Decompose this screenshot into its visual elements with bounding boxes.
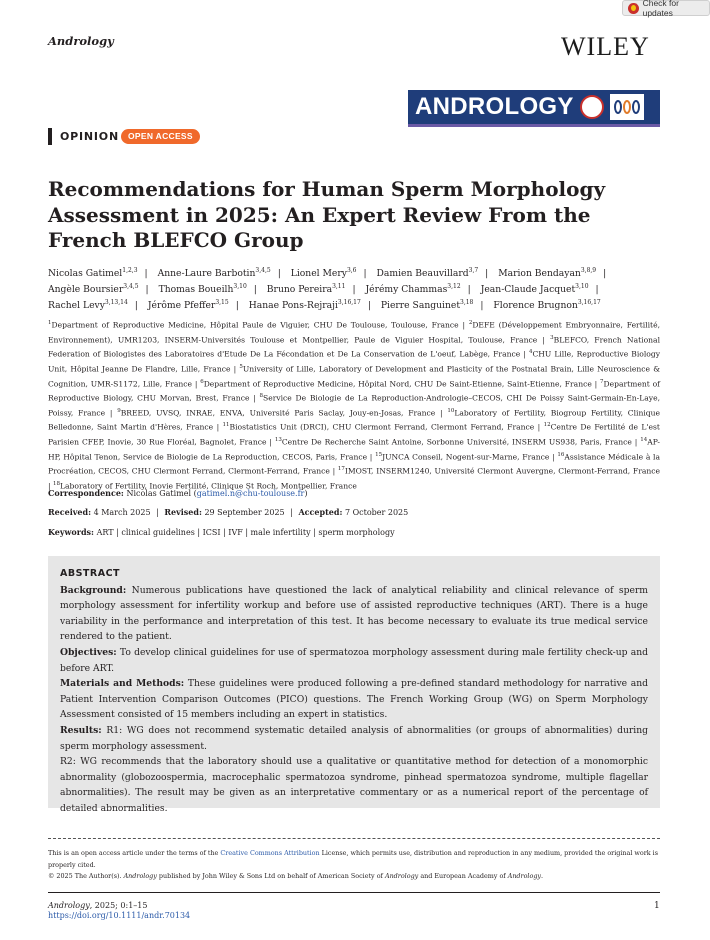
author (481, 284, 589, 295)
affiliation-separator: | (549, 452, 558, 462)
affiliation-number: 9 (117, 407, 121, 414)
footer-journal: Andrology (48, 901, 90, 910)
author-affiliation-refs: 3,15 (215, 299, 229, 307)
author (365, 284, 460, 295)
copyright-mid-2: and European Academy of (418, 872, 508, 880)
abstract-section (60, 645, 648, 676)
keywords-text: ART | clinical guidelines | ICSI | IVF | male infertility | sperm morphology (96, 528, 395, 537)
author-name: Rachel Levy (48, 300, 105, 312)
affiliation-number: 12 (543, 422, 551, 429)
affiliation-number: 3 (550, 334, 554, 341)
affiliation-list (48, 317, 660, 493)
affiliation-number: 11 (222, 422, 230, 429)
author-separator: | (367, 300, 371, 312)
affiliation-separator: | (591, 379, 601, 389)
affiliation-text: JUNCA Conseil, Nogent-sur-Marne, France (382, 452, 550, 462)
correspondence-label: Correspondence: (48, 488, 124, 498)
author-name: Hanae Pons-Rejraji (248, 300, 338, 312)
author-name: Angèle Boursier (48, 284, 124, 296)
abstract-heading: ABSTRACT (60, 568, 121, 579)
author-name: Pierre Sanguinet (380, 300, 461, 312)
author-affiliation-refs: 3,16,17 (577, 299, 601, 307)
affiliation-text: Department of Reproductive Biology, CHU Morvan, Brest, France (48, 379, 660, 403)
open-access-badge: OPEN ACCESS (121, 129, 200, 144)
author (159, 284, 247, 295)
affiliation-text: Biostatistics Unit (DRCI), CHU Clermont Ferrand, Clermont Ferrand, France (229, 422, 535, 432)
affiliation-number: 5 (239, 363, 243, 370)
author-separator: | (235, 300, 239, 312)
author-name: Jérémy Chammas (365, 284, 448, 296)
correspondence-email-link[interactable]: gatimel.n@chu-toulouse.fr (196, 489, 305, 498)
author-affiliation-refs: 3,4,5 (255, 267, 271, 274)
abstract-section-text: To develop clinical guidelines for use of spermatozoa morphology assessment during male fertility check-up and before ART. (60, 646, 648, 674)
affiliation-text: Department of Reproductive Medicine, Hôpital Nord, CHU De Saint-Etienne, Saint-Etienne, France (203, 379, 592, 389)
author-affiliation-refs: 3,4,5 (123, 283, 139, 291)
affiliation-text: Centre De Recherche Saint Antoine, Sorbonne Université, INSERM US938, Paris, France (281, 437, 632, 447)
author-name: Florence Brugnon (493, 300, 578, 312)
abstract-section-text: R1: WG does not recommend systematic detailed analysis of abnormalities (or groups of abnormalities) during sperm morphology assessment. (60, 724, 648, 752)
correspondence-name: Nicolas Gatimel (126, 489, 192, 498)
author-separator: | (352, 284, 356, 296)
abstract-section (60, 723, 648, 754)
copyright-line (48, 871, 660, 883)
correspondence: Correspondence: Nicolas Gatimel (gatimel.n@chu-toulouse.fr) (48, 488, 308, 498)
affiliation-number: 18 (52, 480, 60, 487)
copyright-journal-1: Andrology (123, 872, 157, 880)
copyright-journal-2: Andrology (384, 872, 419, 880)
affiliation-text: Laboratory of Fertility, Inovie Fertilité, Clinique St Roch, Montpellier, France (59, 481, 357, 491)
abstract-section-label: Background: (60, 584, 127, 596)
affiliation-number: 6 (200, 378, 204, 385)
affiliation-separator: | (249, 393, 260, 403)
society-logo-icon (580, 95, 604, 119)
copyright-pre: © 2025 The Author(s). (48, 872, 124, 880)
author-name: Marion Bendayan (498, 268, 581, 280)
author (48, 300, 128, 311)
revised-label: Revised: (164, 507, 202, 517)
revised-date: 29 September 2025 (204, 508, 285, 517)
footer-volume: , 2025; 0:1–15 (89, 901, 148, 910)
affiliation-number: 2 (468, 320, 473, 326)
license-text-pre: This is an open access article under the terms of the (48, 849, 221, 857)
article-type: OPINION (60, 130, 119, 143)
abstract-section-text: Numerous publications have questioned the lack of analytical reliability and clinical relevance of sperm morphology assessment for infertility workup and before use of assisted reproductive techniques (ART). There is a huge variability in the performance and interpretation of this test. It has become necessary to evaluate its true medical service rendered to the patient. (60, 584, 648, 643)
affiliation-number: 8 (259, 393, 263, 400)
keywords-label: Keywords: (48, 527, 95, 537)
received-date: 4 March 2025 (93, 508, 151, 517)
abstract-section-label: Objectives: (60, 646, 117, 658)
affiliation-number: 13 (274, 437, 282, 443)
affiliation-text: IMOST, INSERM1240, Université Clermont Auvergne, Clermont-Ferrand, France (344, 466, 660, 476)
affiliation-text: Department of Reproductive Medicine, Hôpital Paule de Viguier, CHU De Toulouse, Toulouse, France (51, 320, 459, 330)
affiliation-text: BLEFCO, French National Federation of Biologistes des Laboratoires d'Etude De La Fécondation et De La Conservation de L'oeuf, Labège, France (48, 335, 660, 359)
author-name: Bruno Pereira (266, 284, 333, 296)
abstract-section (60, 583, 648, 645)
author-separator: | (253, 284, 257, 296)
author (381, 300, 474, 311)
affiliation-separator: | (192, 379, 201, 389)
check-updates-label: Check for updates (642, 0, 679, 18)
affiliation-separator: | (534, 422, 544, 432)
article-type-marker (48, 128, 52, 145)
affiliation-number: 7 (600, 378, 604, 385)
author (48, 284, 139, 295)
affiliation-text: Centre De Fertilité de L'est Parisien CFEP, Inovie, 30 Rue Floréal, Bagnolet, France (48, 422, 660, 447)
license-notice (48, 848, 660, 883)
footer-citation (48, 901, 147, 910)
license-text-post: License, which permits use, distribution and reproduction in any medium, provided the original work is properly cited. (48, 849, 658, 869)
article-dates: Received: 4 March 2025 | Revised: 29 September 2025 | Accepted: 7 October 2025 (48, 507, 409, 517)
author-separator: | (144, 268, 148, 280)
affiliation-number: 14 (640, 437, 648, 443)
affiliation-text: Assistance Médicale à la Procréation, CECOS, CHU Clermont Ferrand, Clermont-Ferrand, France (48, 452, 661, 476)
affiliation-text: CHU Lille, Reproductive Biology Unit, Hôpital Jeanne De Flandre, Lille, France (48, 349, 660, 374)
affiliation-text: Service De Biologie de La Reproduction-Andrologie–CECOS, CHI De Poissy Saint-Germain-En-Laye, Poissy, France (48, 393, 661, 418)
received-label: Received: (48, 507, 92, 517)
affiliation-separator: | (435, 408, 448, 418)
license-line (48, 848, 660, 871)
author (377, 268, 479, 279)
keywords (48, 527, 395, 537)
author-name: Nicolas Gatimel (48, 268, 123, 280)
author (158, 268, 271, 279)
author-separator: | (145, 284, 149, 296)
author-name: Jean-Claude Jacquet (480, 284, 576, 296)
affiliation-separator: | (105, 408, 118, 418)
check-updates-icon (628, 3, 639, 14)
affiliation-separator: | (329, 466, 338, 476)
abstract-section-text: R2: WG recommends that the laboratory should use a qualitative or quantitative method for detection of a monomorphic abnormality (globozoospermia, macrocephalic spermatozoa syndrome, pinhead spermatozoa syndrome, multiple flagellar abnormalities). The result may be given as an interpretative commentary or as a numerical report of the percentage of detailed abnormalities. (60, 756, 648, 814)
author-separator: | (277, 268, 281, 280)
author (498, 268, 596, 279)
accepted-date: 7 October 2025 (344, 508, 409, 517)
author-affiliation-refs: 3,12 (447, 283, 461, 291)
affiliation-number: 17 (337, 466, 345, 473)
affiliation-separator: | (631, 437, 641, 447)
author-name: Lionel Mery (290, 268, 347, 280)
author-separator: | (603, 268, 607, 280)
author-list (48, 264, 660, 312)
publisher-logo: WILEY (561, 32, 650, 61)
author (148, 300, 229, 311)
affiliation-text: BREED, UVSQ, INRAE, ENVA, Université Paris Saclay, Jouy-en-Josas, France (120, 408, 436, 418)
notice-divider (48, 838, 660, 839)
affiliation-separator: | (213, 422, 223, 432)
affiliation-separator: | (367, 452, 376, 462)
author-affiliation-refs: 3,11 (332, 283, 346, 291)
author-affiliation-refs: 3,7 (468, 267, 479, 274)
banner-title: ANDROLOGY (415, 93, 574, 120)
author (48, 268, 138, 279)
affiliation-text: DEFE (Développement Embryonnaire, Fertilité, Environnement), UMR1203, INSERM-Universités Toulouse et Montpellier, Paule de Viguier Hospital, Toulouse, France (48, 320, 660, 345)
accepted-label: Accepted: (298, 507, 343, 517)
affiliation-text: Laboratory of Fertility, Biogroup Fertility, Clinique Belledonne, Saint Martin d'Hères, France (48, 408, 661, 432)
abstract-section-label: Results: (60, 724, 102, 736)
author (291, 268, 357, 279)
author-name: Thomas Boueilh (158, 284, 234, 296)
author-affiliation-refs: 3,16,17 (337, 299, 361, 307)
author-affiliation-refs: 3,10 (233, 283, 247, 291)
journal-banner (408, 90, 660, 124)
abstract-section (60, 676, 648, 723)
author-separator: | (485, 268, 489, 280)
affiliation-separator: | (48, 481, 53, 491)
affiliation-separator: | (458, 320, 469, 330)
affiliation-number: 1 (48, 320, 52, 326)
author-affiliation-refs: 3,18 (460, 299, 474, 307)
affiliation-separator: | (266, 437, 275, 447)
license-link[interactable]: Creative Commons Attribution (220, 849, 320, 857)
affiliation-separator: | (230, 364, 240, 374)
journal-name: Andrology (48, 34, 114, 48)
author-separator: | (134, 300, 138, 312)
abstract-section-label: Materials and Methods: (60, 678, 185, 690)
doi-link[interactable]: https://doi.org/10.1111/andr.70134 (48, 911, 191, 920)
copyright-end: . (541, 872, 544, 880)
affiliation-number: 15 (375, 451, 383, 458)
check-for-updates-button[interactable] (622, 0, 710, 16)
footer-divider (48, 892, 660, 893)
author (493, 300, 600, 311)
abstract-section-text: These guidelines were produced following a pre-defined standard methodology for narrative and Patient Intervention Comparison Outcomes (PICO) questions. The French Working Group (WG) on Sperm Morphology Assessment consisted of 15 members including an expert in statistics. (60, 678, 649, 721)
author-separator: | (363, 268, 367, 280)
author-affiliation-refs: 3,13,14 (104, 299, 128, 307)
affiliation-number: 16 (557, 451, 565, 458)
abstract-box (48, 556, 660, 814)
affiliation-separator: | (537, 335, 551, 345)
copyright-journal-3: Andrology (507, 872, 542, 880)
author-name: Damien Beauvillard (376, 268, 469, 280)
author (267, 284, 346, 295)
abstract-section (60, 754, 648, 816)
page-number: 1 (654, 901, 660, 911)
author (249, 300, 361, 311)
author-separator: | (595, 284, 599, 296)
author-affiliation-refs: 3,10 (575, 283, 589, 291)
author-separator: | (480, 300, 484, 312)
author-affiliation-refs: 3,6 (346, 267, 357, 274)
affiliation-text: University of Lille, Laboratory of Development and Plasticity of the Postnatal Brain, Lille Neuroscience & Cognition, UMR-S1172, Lille, France (48, 364, 660, 389)
author-name: Anne-Laure Barbotin (157, 268, 256, 280)
eaa-logo-icon (610, 94, 644, 120)
author-affiliation-refs: 3,8,9 (580, 267, 597, 274)
author-separator: | (467, 284, 471, 296)
affiliation-number: 10 (447, 407, 455, 414)
affiliation-text: AP-HP, Hôpital Tenon, Service de Biologie de La Reproduction, CECOS, Paris, France (48, 437, 660, 462)
affiliation-separator: | (520, 349, 529, 359)
author-name: Jérôme Pfeffer (147, 300, 216, 312)
affiliation-number: 4 (528, 349, 533, 356)
article-title: Recommendations for Human Sperm Morphology Assessment in 2025: An Expert Review From the French BLEFCO Group (48, 177, 606, 252)
author-affiliation-refs: 1,2,3 (122, 267, 138, 274)
copyright-mid: published by John Wiley & Sons Ltd on behalf of American Society of (156, 872, 385, 880)
